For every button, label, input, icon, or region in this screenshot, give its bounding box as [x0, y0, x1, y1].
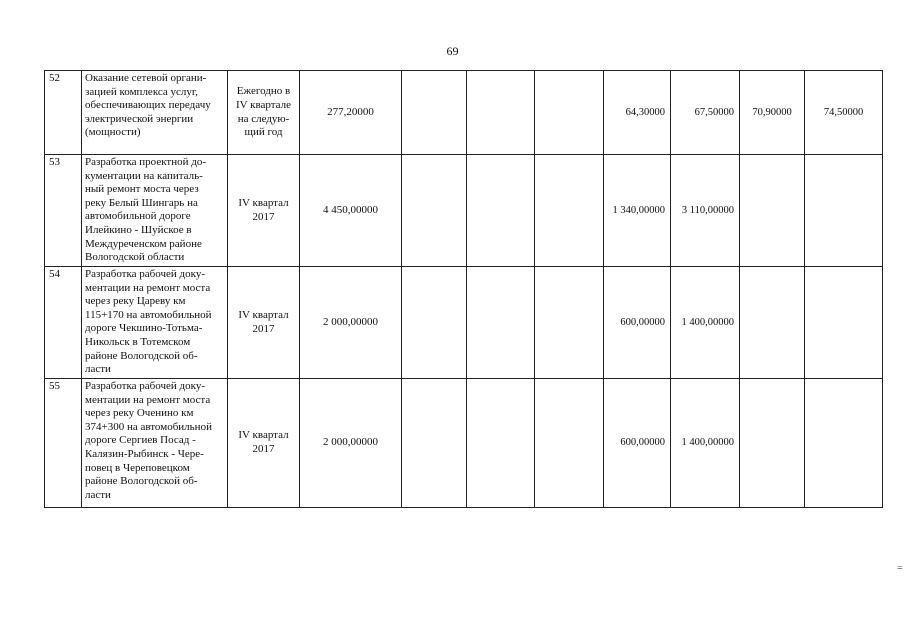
activity-description [82, 379, 228, 508]
amount-cell [535, 379, 604, 508]
description-line: Илейкино - Шуйское в [85, 223, 192, 236]
description-line: через реку Цареву км [85, 295, 186, 308]
description-line: Разработка рабочей доку- [85, 380, 205, 392]
description-line: 374+300 на автомобильной [85, 420, 212, 433]
total-amount: 277,20000 [300, 71, 402, 155]
total-amount: 2 000,00000 [300, 379, 402, 508]
description-line: кументации на капиталь- [85, 169, 203, 182]
description-line: 115+170 на автомобильной [85, 308, 212, 321]
amount-cell: 1 340,00000 [604, 155, 671, 267]
activity-description [82, 71, 228, 155]
term-line: 2017 [252, 322, 275, 335]
amount-cell: 70,90000 [740, 71, 805, 155]
description-line: Разработка проектной до- [85, 156, 206, 168]
total-amount: 4 450,00000 [300, 155, 402, 267]
description-line: автомобильной дороге [85, 210, 191, 223]
budget-table [44, 70, 883, 508]
term-line: 2017 [252, 443, 275, 455]
amount-cell: 600,00000 [604, 267, 671, 379]
term-line: IV квартале [235, 98, 292, 111]
amount-cell [402, 379, 467, 508]
amount-cell: 74,50000 [805, 71, 883, 155]
description-line: обеспечивающих передачу [85, 99, 211, 112]
description-line: ментации на ремонт моста [85, 281, 211, 294]
description-line: дороге Сергиев Посад - [85, 434, 196, 447]
execution-term [228, 267, 300, 379]
term-line: IV квартал [238, 308, 289, 321]
amount-cell: 67,50000 [671, 71, 740, 155]
table-row [45, 379, 883, 508]
amount-cell [805, 155, 883, 267]
description-line: районе Вологодской об- [85, 349, 198, 362]
row-number: 55 [45, 379, 82, 508]
amount-cell [535, 155, 604, 267]
amount-cell [467, 379, 535, 508]
term-line: Ежегодно в [236, 85, 291, 98]
term-line: IV квартал [238, 196, 289, 209]
description-line: через реку Оченино км [85, 407, 194, 420]
activity-description [82, 155, 228, 267]
row-number: 54 [45, 267, 82, 379]
term-line: IV квартал [238, 429, 289, 442]
amount-cell [467, 71, 535, 155]
execution-term [228, 379, 300, 508]
description-line: повец в Череповецком [85, 461, 190, 474]
amount-cell: 1 400,00000 [671, 379, 740, 508]
amount-cell: 64,30000 [604, 71, 671, 155]
description-line: реку Белый Шингарь на [85, 196, 198, 209]
amount-cell [805, 379, 883, 508]
margin-mark: = [897, 563, 903, 574]
description-line: дороге Чекшино-Тотьма- [85, 322, 203, 335]
execution-term [228, 71, 300, 155]
table-row [45, 267, 883, 379]
description-line: зацией комплекса услуг, [85, 85, 198, 98]
table-row [45, 71, 883, 155]
description-line: Вологодской области [85, 251, 185, 264]
amount-cell [740, 379, 805, 508]
term-line: щий год [244, 126, 283, 139]
description-line: Междуреченском районе [85, 237, 202, 250]
amount-cell: 1 400,00000 [671, 267, 740, 379]
amount-cell [402, 267, 467, 379]
term-line: на следую- [237, 112, 290, 125]
description-line: ментации на ремонт моста [85, 393, 211, 406]
total-amount: 2 000,00000 [300, 267, 402, 379]
amount-cell [805, 267, 883, 379]
description-line: ласти [85, 488, 111, 501]
amount-cell [740, 267, 805, 379]
description-line: ласти [85, 363, 111, 376]
description-line: ный ремонт моста через [85, 183, 199, 196]
page-number: 69 [446, 44, 459, 58]
amount-cell [402, 71, 467, 155]
execution-term [228, 155, 300, 267]
amount-cell [402, 155, 467, 267]
table-row [45, 155, 883, 267]
description-line: Оказание сетевой органи- [85, 72, 207, 84]
amount-cell [467, 155, 535, 267]
row-number: 53 [45, 155, 82, 267]
description-line: Калязин-Рыбинск - Чере- [85, 447, 204, 460]
description-line: электрической энергии [85, 112, 194, 125]
term-line: 2017 [252, 210, 275, 223]
amount-cell [740, 155, 805, 267]
description-line: Разработка рабочей доку- [85, 268, 205, 280]
description-line: (мощности) [85, 126, 141, 139]
description-line: районе Вологодской об- [85, 475, 198, 488]
description-line: Никольск в Тотемском [85, 335, 191, 348]
amount-cell [535, 267, 604, 379]
amount-cell: 3 110,00000 [671, 155, 740, 267]
amount-cell [467, 267, 535, 379]
amount-cell [535, 71, 604, 155]
activity-description [82, 267, 228, 379]
amount-cell: 600,00000 [604, 379, 671, 508]
row-number: 52 [45, 71, 82, 155]
